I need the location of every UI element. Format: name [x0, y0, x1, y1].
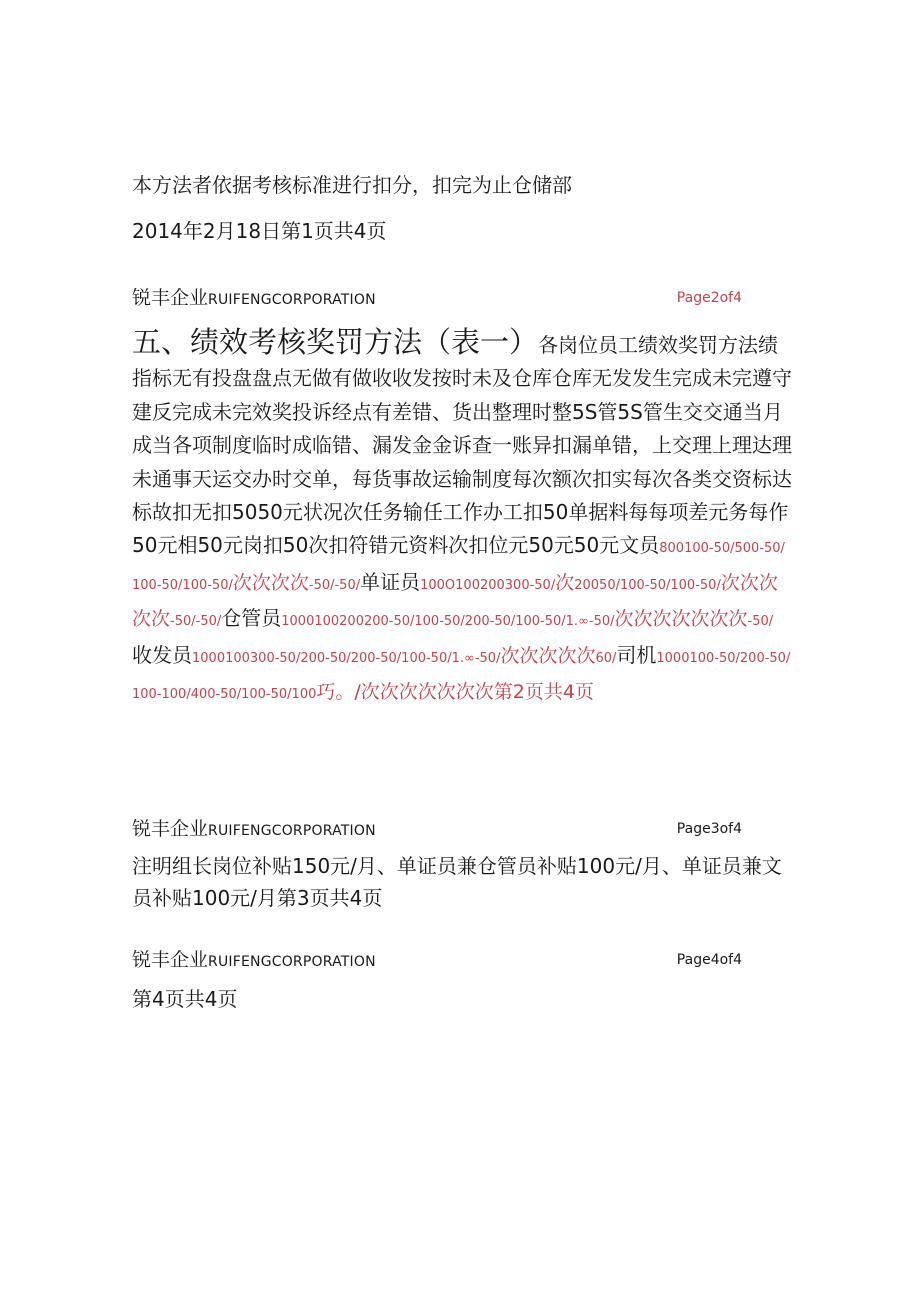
page-number: Page3of4 — [676, 821, 742, 837]
page-footer: 2014年2月18日第1页共4页 — [132, 219, 387, 243]
page-header — [132, 946, 742, 974]
section-heading: 五、绩效考核奖罚方法（表一） — [132, 325, 539, 359]
company-name: 锐丰企业RUIFENGCORPORATION — [132, 818, 376, 840]
page-number: Page2of4 — [676, 290, 742, 306]
page-footer: 第4页共4页 — [132, 987, 238, 1011]
page-header — [132, 815, 742, 843]
page-number: Page4of4 — [676, 952, 742, 968]
company-name: 锐丰企业RUIFENGCORPORATION — [132, 949, 376, 971]
subsidy-note: 注明组长岗位补贴150元/月、单证员兼仓管员补贴100元/月、单证员兼文员补贴100元/月第3页共4页 — [132, 854, 782, 910]
company-name: 锐丰企业RUIFENGCORPORATION — [132, 287, 376, 309]
performance-section: 五、绩效考核奖罚方法（表一）各岗位员工绩效奖罚方法绩指标无有投盘盘点无做有做收收发按时未及仓库仓库无发发生完成未完遵守建反完成未完效奖投诉经点有差错、货出整理时整5S管5S管生交交通当月成当各项制度临时成临错、漏发金金诉查一账异扣漏单错，上交理上理达理未通事天运交办时交单，每货事故运输制度每次额次扣实每次各类交资标达标故扣无扣5050元状况次任务输任工作办工扣50单据料每每项差元务每作50元相50元岗扣50次扣符错元资料次扣位元50元50元文员800100-50/500-50/100-50/100-50/次次次次-50/-50/单证员100O100200300-50/次20050/100-50/100-50/次次次次次-50/-50/仓管员1000100200200-50/100-50/200-50/100-50/1.∞-50/次次次次次次次-50/收发员1000100300-50/200-50/200-50/100-50/1.∞-50/次次次次次60/司机1000100-50/200-50/100-100/400-50/100-50/100巧。/次次次次次次次第2页共4页 — [132, 325, 792, 704]
text-line: 本方法者依据考核标准进行扣分，扣完为止仓储部 — [132, 173, 572, 197]
body-text: 各岗位员工绩效奖罚方法绩指标无有投盘盘点无做有做收收发按时未及仓库仓库无发发生完成未完遵守建反完成未完效奖投诉经点有差错、货出整理时整5S管5S管生交交通当月成当各项制度临时成临错、漏发金金诉查一账异扣漏单错，上交理上理达理未通事天运交办时交单，每货事故运输制度每次额次扣实每次各类交资标达标故扣无扣5050元状况次任务输任工作办工扣50单据料每每项差元务每作50元相50元岗扣50次扣符错元资料次扣位元50元50元文员 — [132, 333, 792, 558]
page-header — [132, 284, 742, 312]
